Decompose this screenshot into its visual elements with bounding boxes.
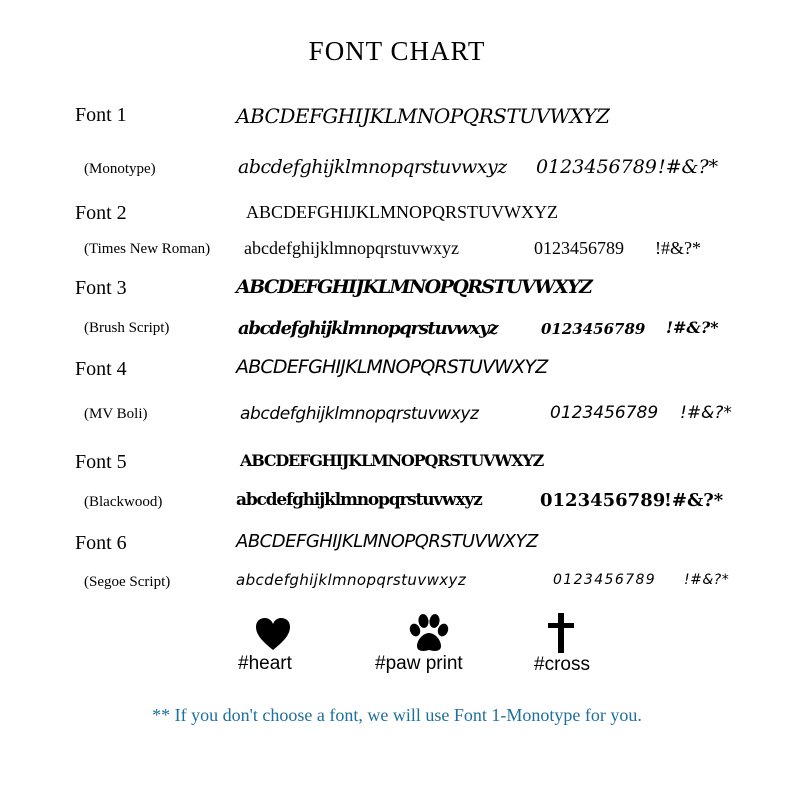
font-4-lowercase: abcdefghijklmnopqrstuvwxyz — [240, 404, 479, 424]
font-3-digits: 0123456789 — [541, 320, 646, 338]
font-2-symbols: !#&?* — [655, 238, 701, 258]
heart-icon — [255, 617, 291, 651]
font-5-symbols: !#&?* — [664, 490, 724, 511]
font-1-label: (Monotype) — [84, 161, 156, 177]
font-1-lowercase: abcdefghijklmnopqrstuvwxyz — [238, 156, 507, 178]
page-title: FONT CHART — [308, 36, 486, 66]
font-6-uppercase: ABCDEFGHIJKLMNOPQRSTUVWXYZ — [236, 531, 538, 552]
font-3-lowercase: abcdefghijklmnopqrstuvwxyz — [238, 318, 498, 339]
font-3-uppercase: ABCDEFGHIJKLMNOPQRSTUVWXYZ — [236, 276, 592, 298]
font-6-symbols: !#&?* — [684, 572, 730, 588]
font-1-symbols: !#&?* — [658, 156, 719, 178]
font-4-symbols: !#&?* — [680, 403, 732, 423]
font-6-label: (Segoe Script) — [84, 574, 171, 590]
font-6-digits: 0123456789 — [553, 572, 657, 588]
font-5-digits: 0123456789 — [540, 490, 666, 511]
font-4-name: Font 4 — [75, 358, 127, 380]
paw-print-label: #paw print — [375, 653, 463, 674]
font-5-uppercase: ABCDEFGHIJKLMNOPQRSTUVWXYZ — [240, 451, 544, 470]
font-5-lowercase: abcdefghijklmnopqrstuvwxyz — [236, 490, 482, 510]
font-6-lowercase: abcdefghijklmnopqrstuvwxyz — [236, 571, 467, 589]
heart-label: #heart — [238, 653, 292, 674]
cross-label: #cross — [534, 654, 590, 675]
font-4-uppercase: ABCDEFGHIJKLMNOPQRSTUVWXYZ — [236, 356, 548, 378]
font-2-name: Font 2 — [75, 202, 127, 224]
font-5-label: (Blackwood) — [84, 494, 163, 510]
font-2-digits: 0123456789 — [534, 238, 624, 258]
font-5-name: Font 5 — [75, 451, 127, 473]
paw-print-icon — [408, 613, 450, 653]
font-2-uppercase: ABCDEFGHIJKLMNOPQRSTUVWXYZ — [246, 202, 559, 222]
font-3-symbols: !#&?* — [666, 318, 719, 337]
cross-icon — [547, 613, 575, 653]
font-4-label: (MV Boli) — [84, 406, 148, 422]
font-2-lowercase: abcdefghijklmnopqrstuvwxyz — [244, 238, 459, 258]
font-6-name: Font 6 — [75, 532, 127, 554]
font-1-digits: 0123456789 — [536, 156, 657, 178]
font-1-name: Font 1 — [75, 104, 127, 126]
font-3-label: (Brush Script) — [84, 320, 170, 336]
font-1-uppercase: ABCDEFGHIJKLMNOPQRSTUVWXYZ — [236, 104, 610, 128]
default-font-note: ** If you don't choose a font, we will use Font 1-Monotype for you. — [152, 705, 642, 725]
font-4-digits: 0123456789 — [550, 403, 659, 423]
font-3-name: Font 3 — [75, 277, 127, 299]
font-2-label: (Times New Roman) — [84, 241, 211, 257]
